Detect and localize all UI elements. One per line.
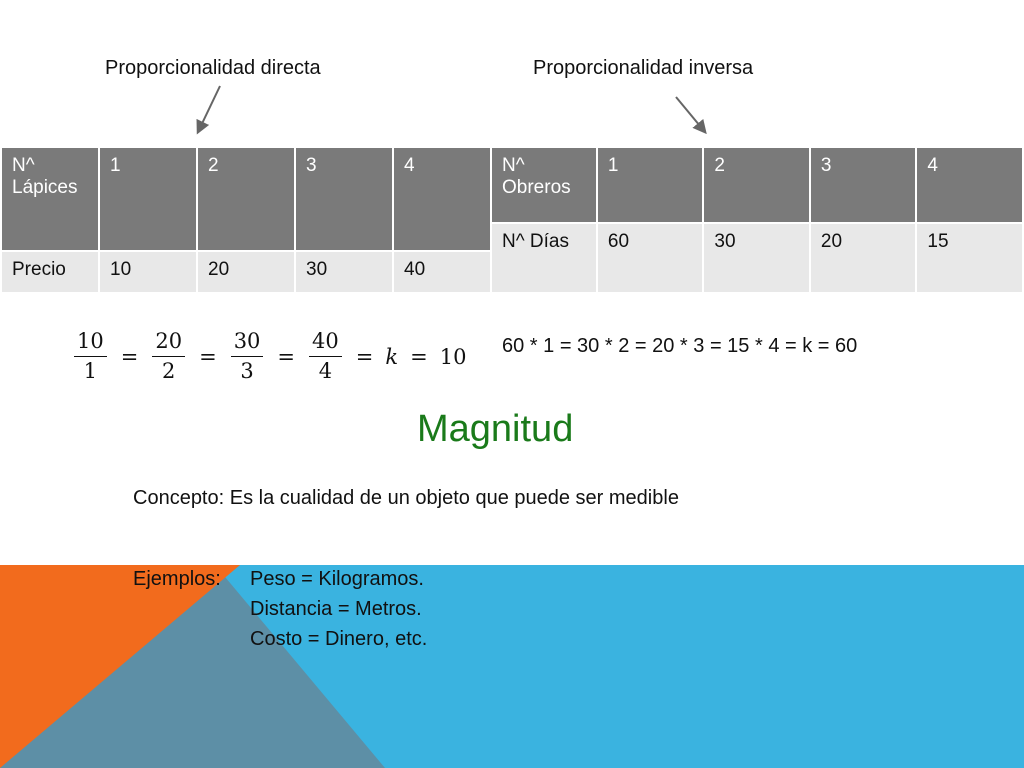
equals-sign: =	[277, 344, 296, 369]
list-item	[133, 594, 427, 624]
table-cell: 20	[197, 251, 295, 293]
fraction-numerator: 20	[152, 330, 185, 357]
example-item: Costo = Dinero, etc.	[250, 628, 428, 650]
label-proporcionalidad-inversa: Proporcionalidad inversa	[533, 57, 754, 79]
table-cell: Precio	[1, 251, 99, 293]
table-row	[491, 147, 1023, 223]
constant-k: k	[385, 344, 399, 369]
list-item	[133, 624, 427, 654]
equation-result: 10	[439, 344, 467, 369]
arrow-directa-icon	[198, 86, 220, 132]
table-cell: 4	[393, 147, 491, 251]
table-cell: 10	[99, 251, 197, 293]
direct-equation	[72, 330, 466, 383]
table-row	[1, 147, 491, 251]
fraction	[152, 330, 185, 383]
list-item	[133, 564, 427, 594]
table-cell: 3	[810, 147, 917, 223]
example-item: Peso = Kilogramos.	[250, 568, 424, 590]
table-cell: N^ Obreros	[491, 147, 597, 223]
table-lapices	[0, 146, 492, 294]
section-title: Magnitud	[417, 408, 574, 450]
concept-text: Concepto: Es la cualidad de un objeto que puede ser medible	[133, 487, 679, 509]
fraction-denominator: 4	[318, 359, 333, 384]
table-cell: 4	[916, 147, 1023, 223]
table-cell: 15	[916, 223, 1023, 293]
example-item: Distancia = Metros.	[250, 598, 422, 620]
inverse-equation: 60 * 1 = 30 * 2 = 20 * 3 = 15 * 4 = k = 60	[502, 335, 858, 357]
indent-spacer	[133, 624, 250, 654]
fraction-numerator: 30	[231, 330, 264, 357]
equals-sign: =	[355, 344, 374, 369]
table-row	[491, 223, 1023, 293]
fraction-numerator: 10	[74, 330, 107, 357]
indent-spacer	[133, 594, 250, 624]
fraction-denominator: 2	[162, 359, 176, 384]
equals-sign: =	[199, 344, 217, 369]
table-cell: 2	[197, 147, 295, 251]
fraction-denominator: 3	[240, 359, 254, 384]
fraction-numerator: 40	[309, 330, 342, 357]
table-obreros	[490, 146, 1024, 294]
fraction-denominator: 1	[83, 359, 98, 384]
examples-label: Ejemplos:	[133, 568, 221, 590]
table-row	[1, 251, 491, 293]
table-cell: 30	[295, 251, 393, 293]
fraction	[231, 330, 264, 383]
table-cell: 3	[295, 147, 393, 251]
table-cell: 2	[703, 147, 810, 223]
table-cell: 1	[597, 147, 704, 223]
table-cell: N^ Días	[491, 223, 597, 293]
label-proporcionalidad-directa: Proporcionalidad directa	[105, 57, 321, 79]
table-cell: 20	[810, 223, 917, 293]
table-cell: N^ Lápices	[1, 147, 99, 251]
equals-sign: =	[120, 344, 139, 369]
table-cell: 40	[393, 251, 491, 293]
fraction	[74, 330, 107, 383]
equals-sign: =	[410, 344, 428, 369]
fraction	[309, 330, 342, 383]
table-cell: 60	[597, 223, 704, 293]
arrow-inversa-icon	[676, 97, 705, 132]
examples-list	[133, 564, 427, 654]
table-cell: 30	[703, 223, 810, 293]
table-cell: 1	[99, 147, 197, 251]
